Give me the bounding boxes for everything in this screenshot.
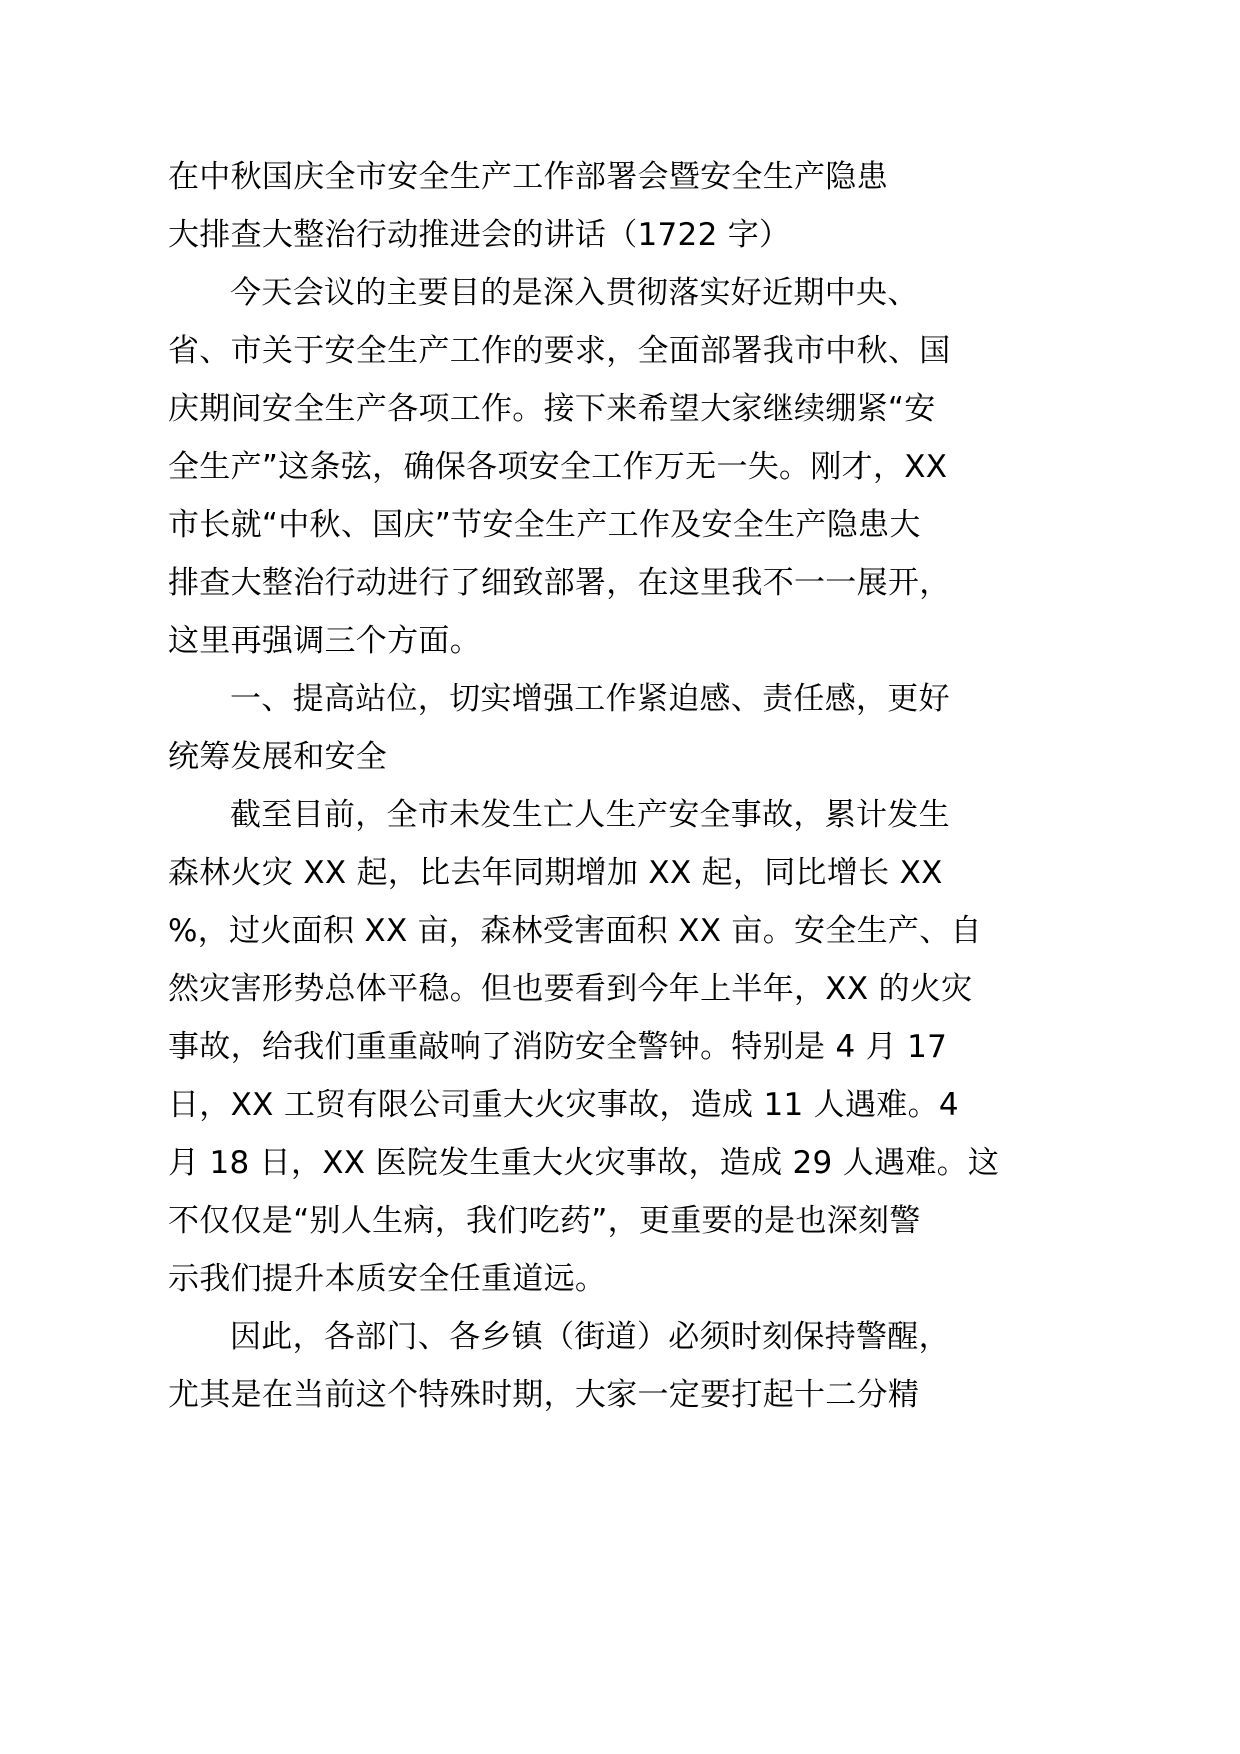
paragraph-line: 排查大整治行动进行了细致部署，在这里我不一一展开， <box>168 565 951 601</box>
paragraph-line: 这里再强调三个方面。 <box>168 623 481 659</box>
title-line: 在中秋国庆全市安全生产工作部署会暨安全生产隐患 <box>168 159 888 195</box>
paragraph-intro <box>168 264 951 670</box>
paragraph-statistics <box>168 786 1000 1308</box>
title-line: 大排查大整治行动推进会的讲话（1722 字） <box>168 217 791 253</box>
paragraph-line: 森林火灾 XX 起，比去年同期增加 XX 起，同比增长 XX <box>168 855 943 891</box>
document-title <box>168 148 943 264</box>
paragraph-line: 事故，给我们重重敲响了消防安全警钟。特别是 4 月 17 <box>168 1029 948 1065</box>
document-body <box>168 148 1000 1424</box>
heading-line: 一、提高站位，切实增强工作紧迫感、责任感，更好 <box>230 681 950 717</box>
paragraph-line: 庆期间安全生产各项工作。接下来希望大家继续绷紧“安 <box>168 391 936 427</box>
paragraph-line: 尤其是在当前这个特殊时期，大家一定要打起十二分精 <box>168 1377 920 1413</box>
paragraph-line: 因此，各部门、各乡镇（街道）必须时刻保持警醒， <box>230 1319 950 1355</box>
paragraph-line: 示我们提升本质安全任重道远。 <box>168 1261 607 1297</box>
paragraph-line: 然灾害形势总体平稳。但也要看到今年上半年，XX 的火灾 <box>168 971 973 1007</box>
paragraph-line: 截至目前，全市未发生亡人生产安全事故，累计发生 <box>230 797 950 833</box>
paragraph-line: 今天会议的主要目的是深入贯彻落实好近期中央、 <box>230 275 919 311</box>
section-heading-1 <box>168 670 950 786</box>
paragraph-line: %，过火面积 XX 亩，森林受害面积 XX 亩。安全生产、自 <box>168 913 982 949</box>
paragraph-line: 市长就“中秋、国庆”节安全生产工作及安全生产隐患大 <box>168 507 921 543</box>
paragraph-line: 不仅仅是“别人生病，我们吃药”，更重要的是也深刻警 <box>168 1203 921 1239</box>
paragraph-line: 日，XX 工贸有限公司重大火灾事故，造成 11 人遇难。4 <box>168 1087 959 1123</box>
paragraph-line: 省、市关于安全生产工作的要求，全面部署我市中秋、国 <box>168 333 951 369</box>
paragraph-line: 月 18 日，XX 医院发生重大火灾事故，造成 29 人遇难。这 <box>168 1145 1000 1181</box>
paragraph-therefore <box>168 1308 950 1424</box>
paragraph-line: 全生产”这条弦，确保各项安全工作万无一失。刚才，XX <box>168 449 948 485</box>
heading-line: 统筹发展和安全 <box>168 739 388 775</box>
